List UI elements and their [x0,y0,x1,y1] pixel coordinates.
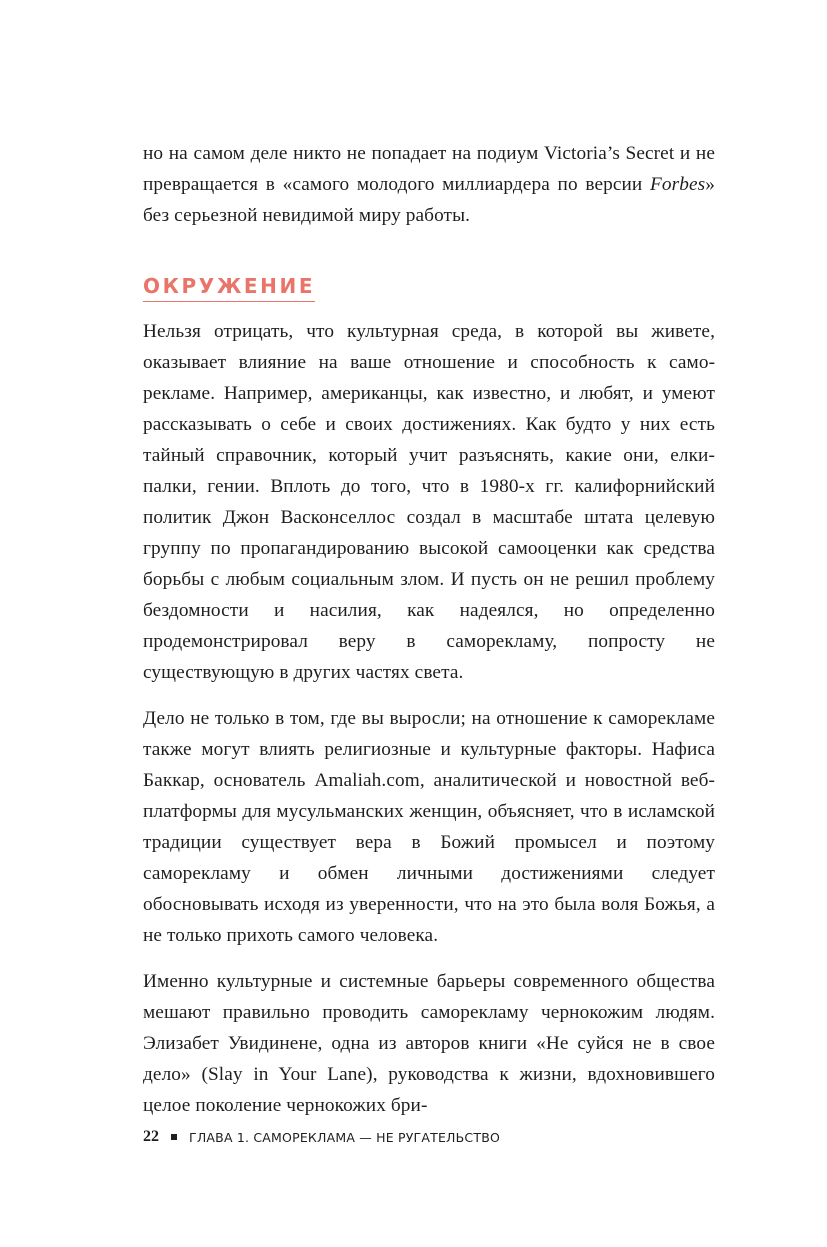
paragraph-3: Именно культурные и системные барьеры современного общества мешают правильно проводить саморекламу чернокожим людям. Элизабет Увидинене, одна из авторов книги «Не суйся не в свое дело» (Slay in Your Lane), руководства к жизни, вдохновившего целое поколение чернокожих бри- [143,971,715,1116]
page-number: 22 [143,1128,159,1145]
lead-text-after: » без серьезной невидимой миру работы. [143,174,715,226]
page-footer [143,1128,500,1146]
lead-text-before: но на самом деле никто не попадает на подиум Victoria’s Secret и не превращается в «самого молодого миллиардера по версии [143,143,715,195]
paragraph-1: Нельзя отрицать, что культурная среда, в которой вы живете, оказывает влияние на ваше отношение и способность к саморекламе. Например, американцы, как известно, и любят, и умеют рассказывать о себе и своих достижениях. Как будто у них есть тайный справочник, который учит разъяснять, какие они, елки-палки, гении. Вплоть до того, что в 1980-х гг. калифорнийский политик Джон Васконселлос создал в масштабе штата целевую группу по пропагандированию высокой самооценки как средства борьбы с любым социальным злом. И пусть он не решил проблему бездомности и насилия, как надеялся, но определенно продемонстрировал веру в саморекламу, попросту не существующую в других частях света. [143,321,715,683]
bullet-square-icon [171,1134,177,1140]
lead-paragraph [143,138,715,231]
running-head: ГЛАВА 1. САМОРЕКЛАМА — НЕ РУГАТЕЛЬСТВО [189,1129,501,1145]
section-heading: ОКРУЖЕНИЕ [143,273,315,302]
lead-italic: Forbes [650,174,706,195]
page-body [143,138,715,1121]
paragraph-2: Дело не только в том, где вы выросли; на отношение к саморекламе также могут влиять религиозные и культурные факторы. Нафиса Баккар, основатель Amaliah.com, аналитической и новостной веб-платформы для мусульманских женщин, объясняет, что в исламской традиции существует вера в Божий промысел и поэтому саморекламу и обмен личными достижениями следует обосновывать исходя из уверенности, что на это была воля Божья, а не только прихоть самого человека. [143,708,715,946]
